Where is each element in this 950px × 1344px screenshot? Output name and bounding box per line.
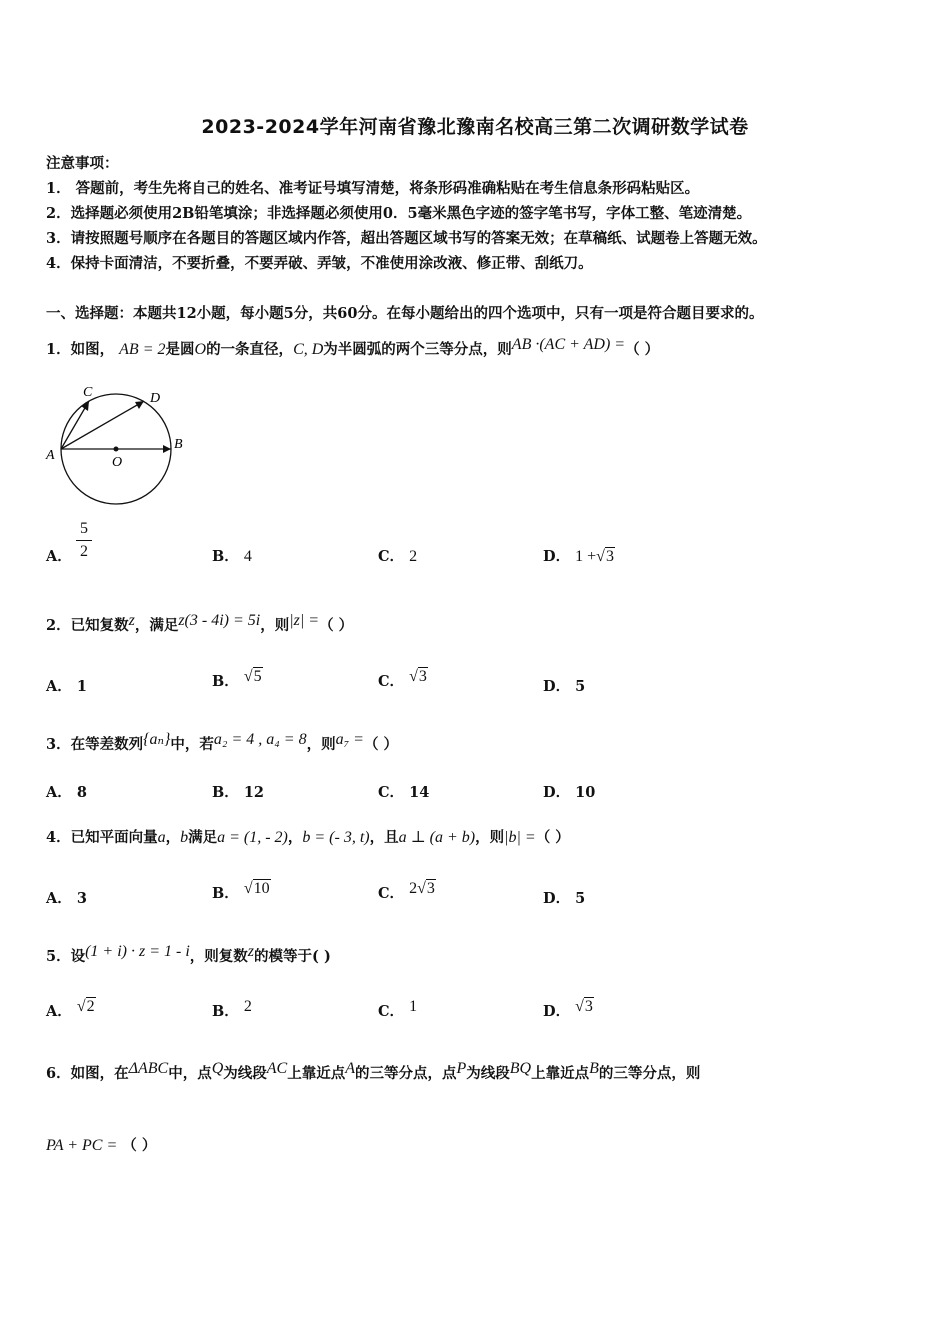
q3-option-c[interactable]: C． 14: [378, 784, 430, 801]
notice-item-3: 3．请按照题号顺序在各题目的答题区域内作答，超出答题区域书写的答案无效；在草稿纸、试题卷上答题无效。: [46, 230, 767, 247]
q1-math-ab: AB = 2: [119, 341, 166, 358]
q3-option-d[interactable]: D． 10: [543, 784, 596, 801]
label-d: D: [150, 391, 161, 406]
q3-option-a[interactable]: A． 8: [46, 784, 87, 801]
q1-option-a-fraction: 5 2: [76, 520, 92, 561]
label-a: A: [46, 448, 55, 463]
label-o: O: [112, 455, 123, 470]
q1-option-a-label[interactable]: A．: [46, 548, 72, 565]
notice-item-2: 2．选择题必须使用2B铅笔填涂；非选择题必须使用0．5毫米黑色字迹的签字笔书写，字体工整、笔迹清楚。: [46, 205, 752, 222]
q2-option-c[interactable]: C． √3: [378, 668, 427, 690]
question-3: 3．在等差数列{aₙ}中，若a₂ = 4 , a₄ = 8，则a₇ =（ ）: [46, 731, 399, 753]
q5-option-b[interactable]: B． 2: [212, 998, 252, 1020]
chord-ad: [61, 401, 144, 449]
q5-option-d[interactable]: D． √3: [543, 998, 593, 1020]
q5-option-a[interactable]: A． √2: [46, 998, 95, 1020]
q3-option-b[interactable]: B． 12: [212, 784, 265, 801]
section-heading: 一、选择题：本题共12小题，每小题5分，共60分。在每小题给出的四个选项中，只有一项是符合题目要求的。: [46, 305, 764, 322]
q4-option-c[interactable]: C． 2√3: [378, 880, 435, 902]
question-2: 2．已知复数z，满足z(3 - 4i) = 5i，则|z| =（ ）: [46, 612, 354, 634]
circle-figure: [40, 378, 200, 513]
q1-option-c[interactable]: C． 2: [378, 548, 418, 565]
center-point: [114, 447, 119, 452]
q1-option-b[interactable]: B． 4: [212, 548, 252, 565]
q2-option-b[interactable]: B． √5: [212, 668, 262, 690]
q2-option-a[interactable]: A． 1: [46, 678, 87, 695]
q1-option-d[interactable]: D． 1 +√3: [543, 548, 614, 565]
label-b: B: [174, 437, 183, 452]
q5-option-c[interactable]: C． 1: [378, 998, 418, 1020]
question-5: 5．设(1 + i) · z = 1 - i，则复数z的模等于( ): [46, 943, 331, 965]
page-title: 2023-2024学年河南省豫北豫南名校高三第二次调研数学试卷: [201, 116, 749, 138]
notice-heading: 注意事项：: [46, 155, 119, 172]
question-6-continued: PA + PC = （ ）: [46, 1137, 157, 1154]
q4-option-a[interactable]: A． 3: [46, 890, 87, 907]
question-1: 1．如图， AB = 2是圆O的一条直径，C, D为半圆弧的两个三等分点，则AB ·(AC + AD) =（ ）: [46, 336, 660, 358]
q2-option-d[interactable]: D． 5: [543, 678, 586, 695]
q4-option-b[interactable]: B． √10: [212, 880, 270, 902]
question-6: 6．如图，在ΔABC中，点Q为线段AC上靠近点A的三等分点，点P为线段BQ上靠近点B的三等分点，则: [46, 1060, 701, 1082]
notice-item-4: 4．保持卡面清洁，不要折叠，不要弄破、弄皱，不准使用涂改液、修正带、刮纸刀。: [46, 255, 593, 272]
q1-math-dot: AB ·(AC + AD) =: [511, 336, 626, 353]
arrow-b: [163, 445, 171, 453]
label-c: C: [83, 385, 93, 400]
q4-option-d[interactable]: D． 5: [543, 890, 586, 907]
question-4: 4．已知平面向量a，b满足a = (1, - 2)，b = (- 3, t)，且a ⊥ (a + b)，则|b| =（ ）: [46, 829, 570, 846]
arrow-c: [81, 401, 89, 411]
notice-item-1: 1． 答题前，考生先将自己的姓名、准考证号填写清楚，将条形码准确粘贴在考生信息条形码粘贴区。: [46, 180, 700, 197]
